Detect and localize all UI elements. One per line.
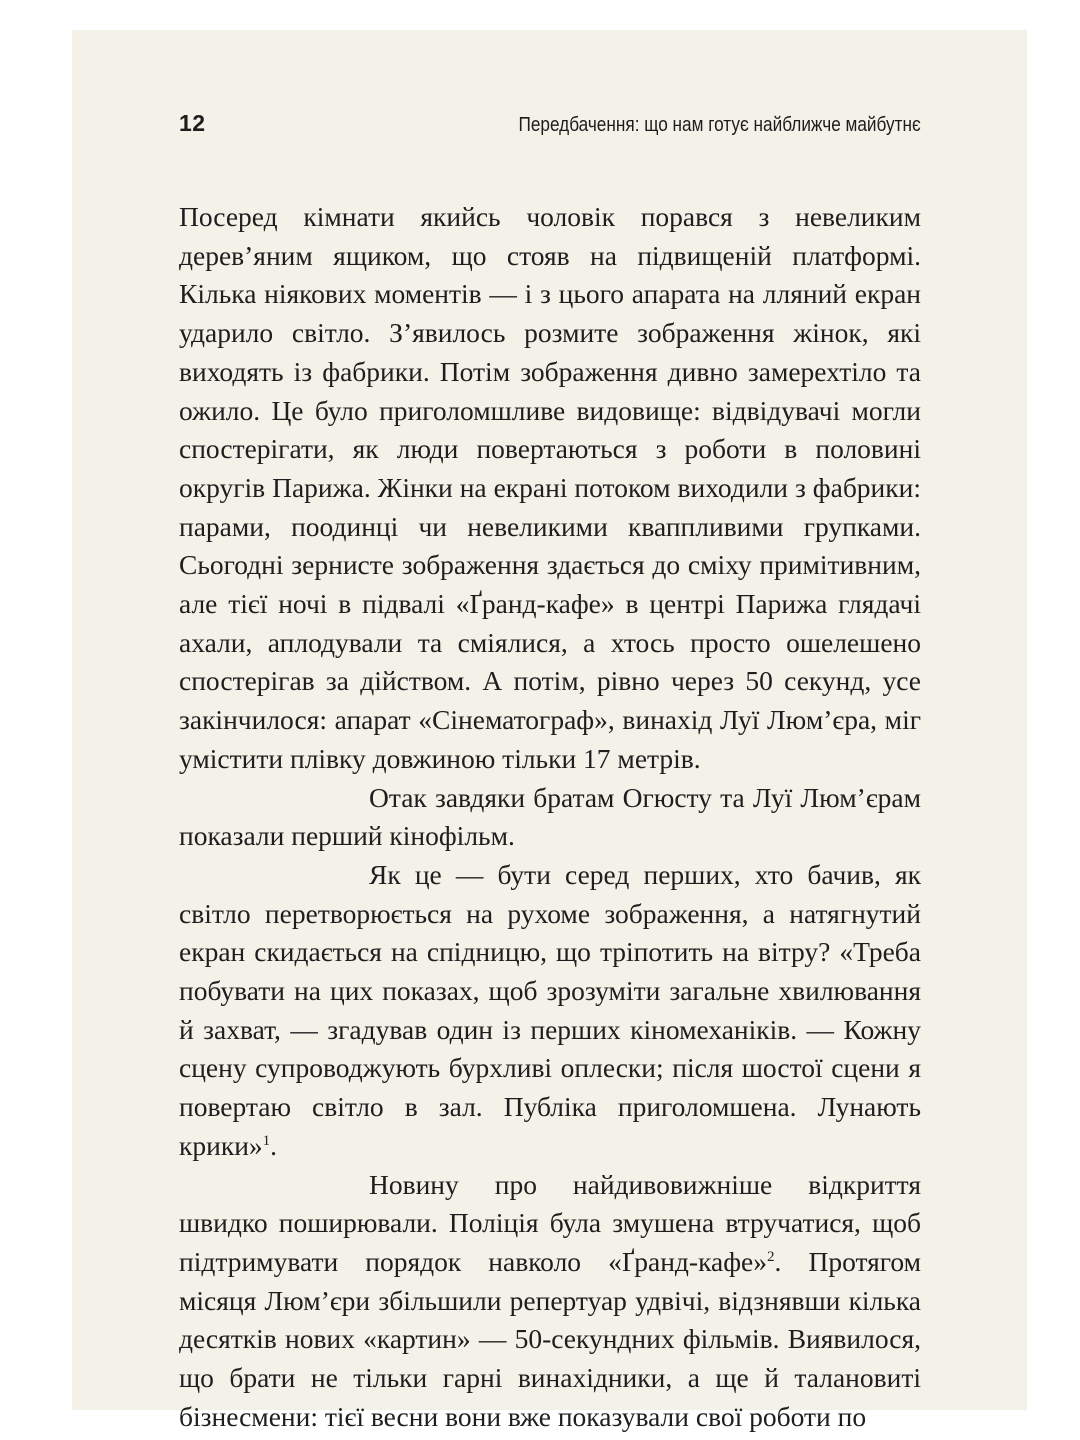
book-page — [72, 30, 1027, 1432]
running-head — [179, 110, 921, 150]
page-number: 12 — [179, 110, 206, 136]
paragraph-3 — [179, 856, 921, 1166]
paragraph-2: Отак завдяки братам Огюсту та Луї Люм’єрам показали перший кінофільм. — [179, 781, 921, 852]
paragraph-4-rest: . Протягом місяця Люм’єри збільшили репертуар удвічі, відзнявши кілька десятків нових «картин» — 50-секундних фільмів. Виявилося, що брати не тільки гарні винахідники, а ще й талановиті бізнесмени: тієї весни вони вже показували свої роботи по — [179, 1245, 922, 1432]
paragraph-1: Посеред кімнати якийсь чоловік порався з невеликим дерев’яним ящиком, що стояв на підвищеній платформі. Кілька ніякових моментів — і з цього апарата на лляний екран ударило світло. З’явилось розмите зображення жінок, які виходять із фабрики. Потім зображення дивно замерехтіло та ожило. Це було приголомшливе видовище: відвідувачі могли спостерігати, як люди повертаються з роботи в половині округів Парижа. Жінки на екрані потоком виходили з фабрики: парами, поодинці чи невеликими кваппливими групками. Сьогодні зернисте зображення здається до сміху примітивним, але тієї ночі в підвалі «Ґранд-кафе» в центрі Парижа глядачі ахали, аплодували та сміялися, а хтось просто ошелешено спостерігав за дійством. А потім, рівно через 50 секунд, усе закінчилося: апарат «Сінематограф», винахід Луї Люм’єра, міг умістити плівку довжиною тільки 17 метрів. — [179, 201, 921, 774]
paragraph-3-end: . — [270, 1129, 278, 1161]
running-title: Передбачення: що нам готує найближче майбутнє — [518, 114, 921, 136]
paragraph-4 — [179, 1166, 921, 1437]
footnote-ref-1[interactable]: 1 — [262, 1132, 271, 1149]
footnote-ref-2[interactable]: 2 — [767, 1248, 775, 1265]
paragraph-3-text: Як це — бути серед перших, хто бачив, як світло перетворюється на рухоме зображення, а натягнутий екран скидається на спідницю, що тріпотить на вітру? «Треба побувати на цих показах, щоб зрозуміти загальне хвилювання й захват, — згадував один із перших кіномеханіків. — Кожну сцену супроводжують бурхливі оплески; після шостої сцени я повертаю світло в зал. Публіка приголомшена. Лунають крики» — [179, 858, 921, 1161]
paragraph-4-text: Новину про найдивовижніше відкриття швидко поширювали. Поліція була змушена втручатися, щоб підтримувати порядок навколо «Ґранд-кафе» — [179, 1168, 921, 1277]
body-text — [179, 198, 921, 1437]
